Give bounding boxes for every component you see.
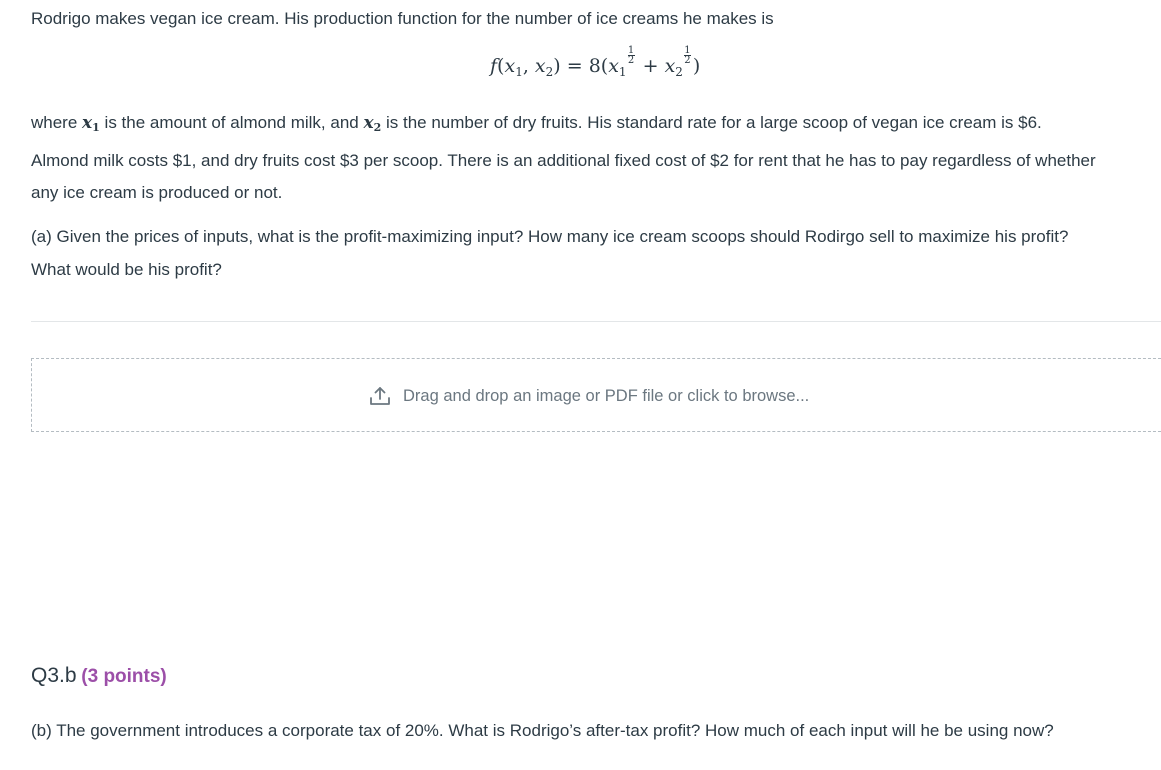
description-line-3: any ice cream is produced or not.: [31, 183, 283, 202]
formula-var: x: [664, 55, 676, 77]
formula-plus: +: [636, 55, 665, 77]
formula-exponent: [684, 46, 691, 65]
exponent-denominator: 2: [627, 55, 635, 66]
upload-icon: [368, 384, 392, 408]
formula-function-name: f: [490, 55, 498, 77]
formula-paren: ): [692, 55, 701, 77]
formula-var: x: [534, 55, 546, 77]
formula-subscript: 2: [545, 65, 554, 79]
formula-var: x: [608, 55, 619, 77]
dropzone-content[interactable]: [368, 384, 809, 408]
description-line-1: [31, 107, 1096, 145]
production-function-formula: [490, 46, 700, 92]
subscript: 2: [373, 121, 382, 134]
variable: x: [363, 113, 374, 133]
dropzone-label[interactable]: Drag and drop an image or PDF file or click to browse...: [403, 386, 810, 405]
exponent-numerator: 1: [684, 45, 691, 56]
question-title: Q3.b: [31, 664, 77, 687]
description-line-2: Almond milk costs $1, and dry fruits cost $3 per scoop. There is an additional fixed cost of $2 for rent that he has to pay regardless of whether: [31, 150, 1096, 170]
formula-subscript: 1: [618, 65, 627, 79]
exponent-numerator: 1: [627, 45, 635, 56]
question-intro: Rodrigo makes vegan ice cream. His production function for the number of ice creams he makes is: [31, 9, 774, 28]
question-heading: [31, 664, 167, 688]
formula-equals: = 8(: [560, 55, 609, 77]
formula-var: x: [504, 55, 516, 77]
text: is the amount of almond milk, and: [99, 113, 364, 132]
formula-paren: (: [497, 55, 505, 77]
formula-subscript: 2: [675, 65, 683, 79]
variable-x2: [363, 113, 381, 133]
text: where: [31, 113, 83, 132]
part-a-line-1: (a) Given the prices of inputs, what is the profit-maximizing input? How many ice cream scoops should Rodirgo sell to maximize his profit?: [31, 227, 1069, 246]
part-a-line-2: What would be his profit?: [31, 259, 222, 279]
file-upload-dropzone[interactable]: [31, 358, 1161, 432]
question-points: (3 points): [81, 666, 167, 687]
formula-comma: ,: [522, 55, 535, 77]
formula-subscript: 1: [515, 65, 523, 79]
formula-exponent: [628, 46, 635, 65]
subscript: 1: [92, 121, 100, 134]
part-b-question: (b) The government introduces a corporate tax of 20%. What is Rodrigo’s after-tax profit? How much of each input will he be using now?: [31, 721, 1054, 740]
text: is the number of dry fruits. His standard rate for a large scoop of vegan ice cream is $6.: [381, 113, 1042, 132]
exponent-denominator: 2: [684, 55, 691, 66]
variable-x1: [82, 113, 100, 133]
section-divider: [31, 321, 1161, 322]
variable: x: [82, 113, 93, 133]
question-description: [31, 107, 1096, 210]
part-a-question: [31, 221, 1068, 286]
formula-paren: ): [553, 55, 561, 77]
